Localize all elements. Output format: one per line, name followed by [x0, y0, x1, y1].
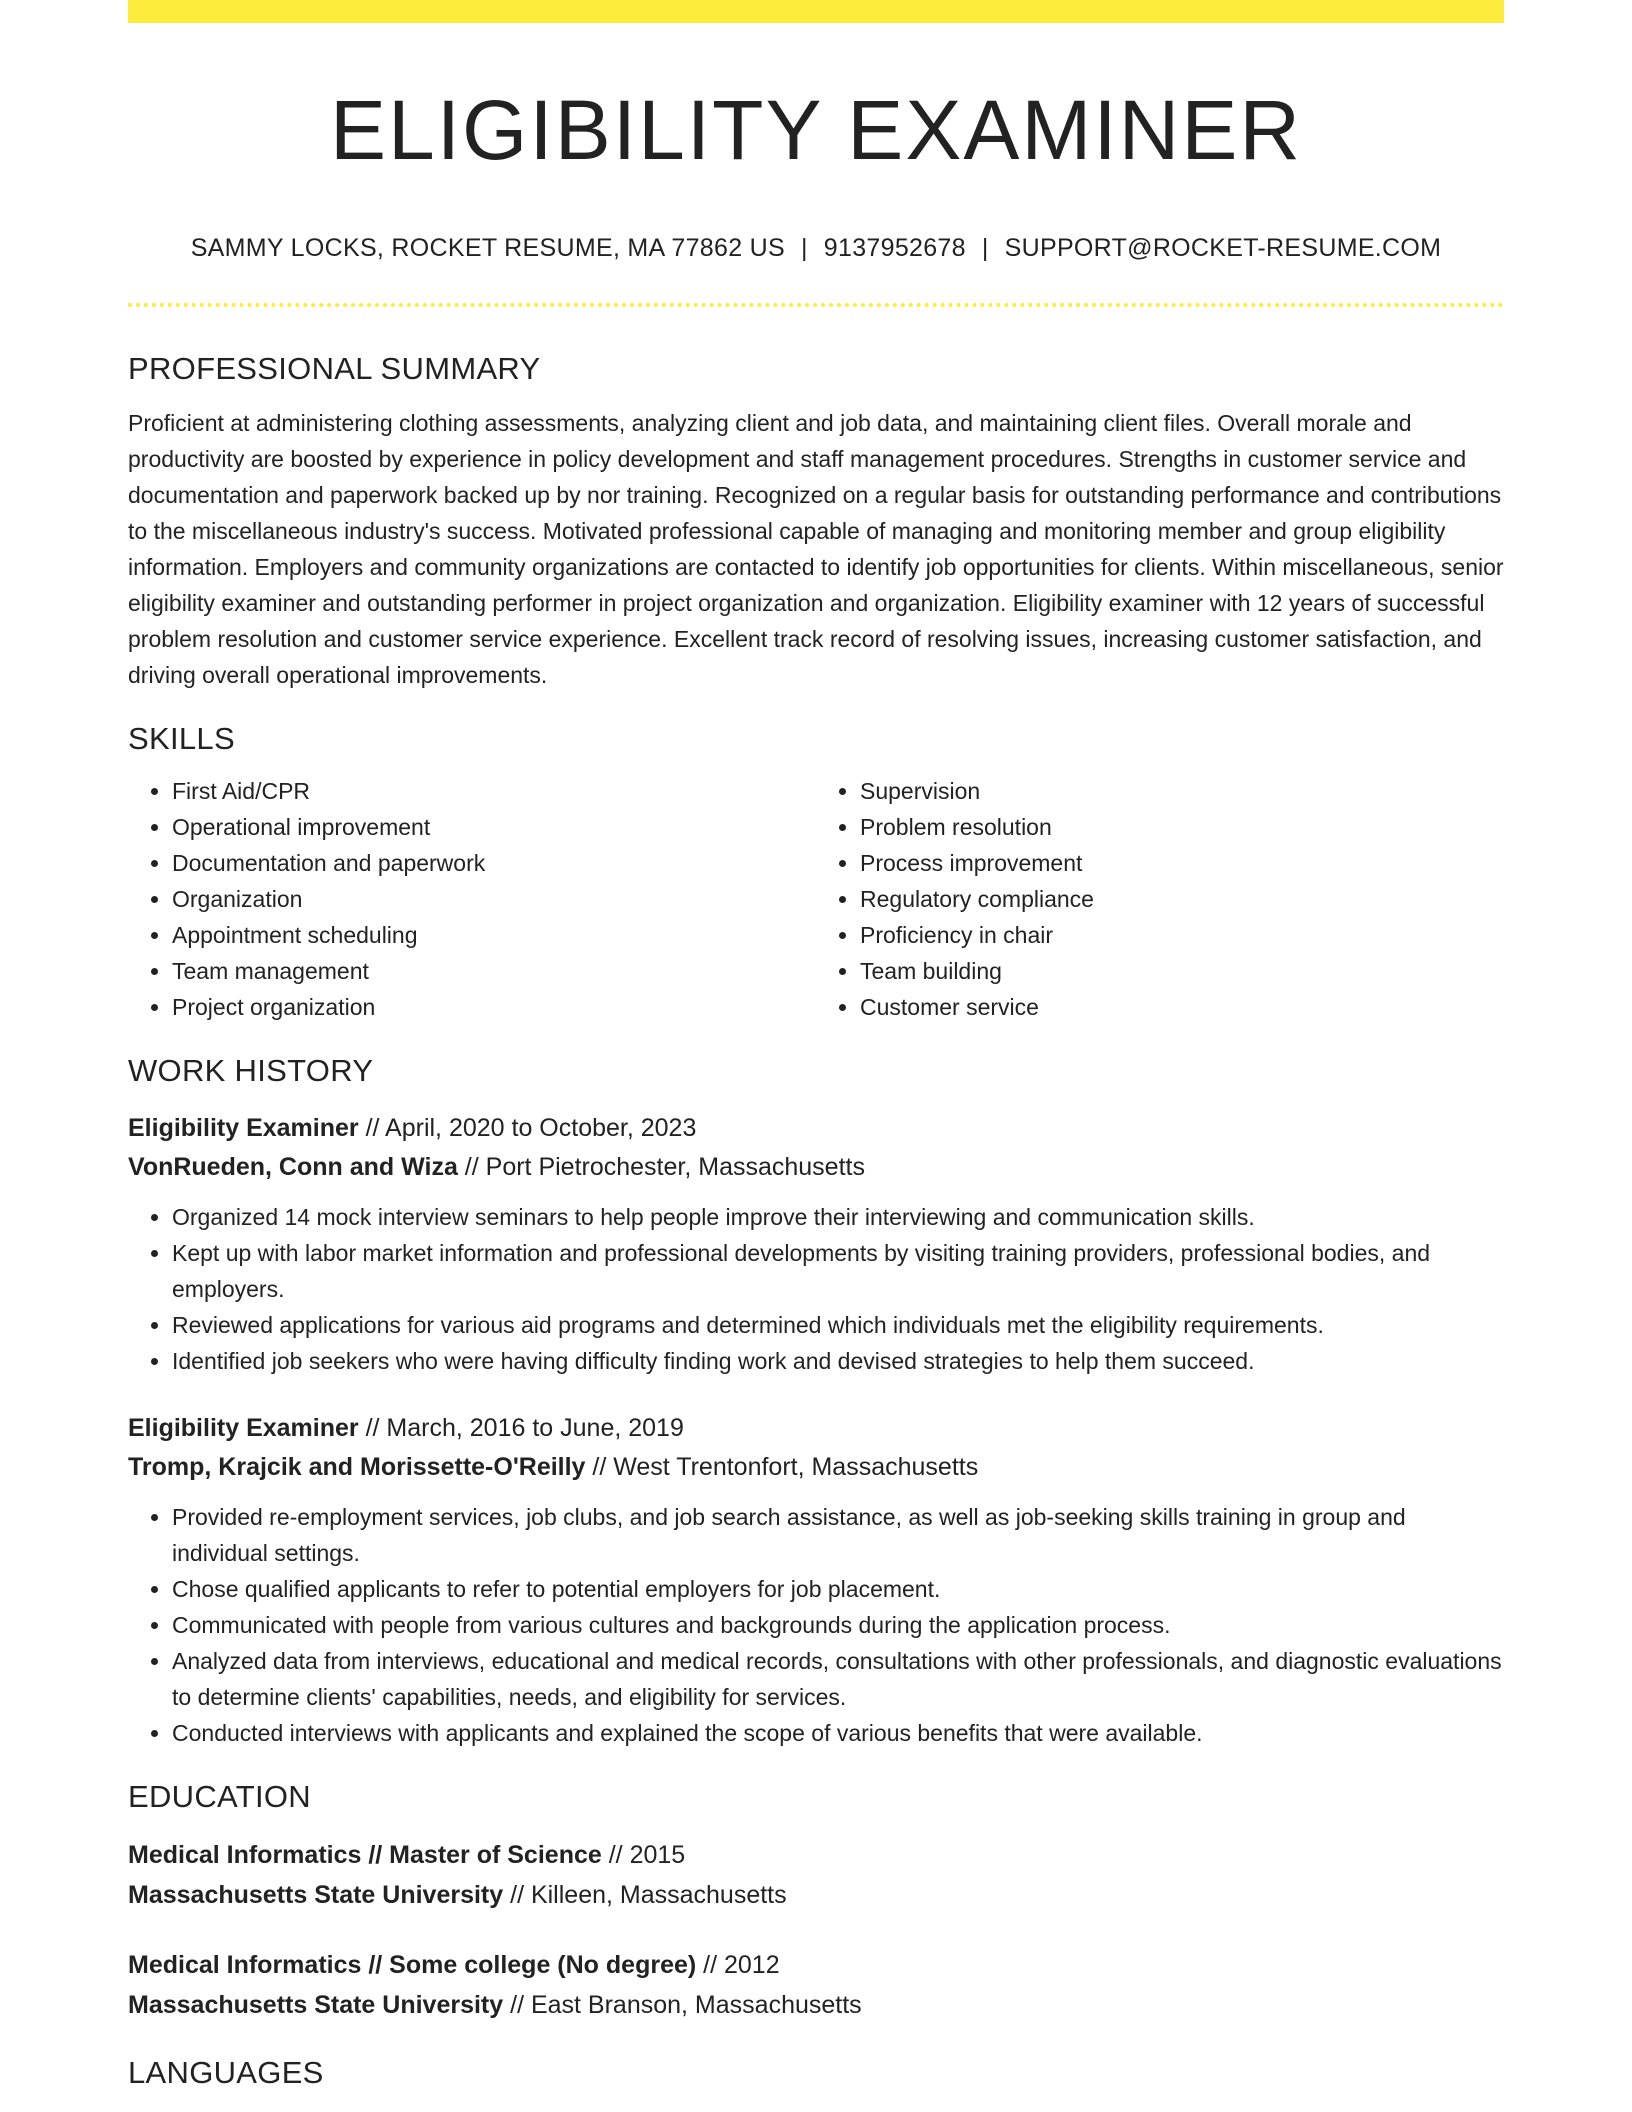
job-bullet: • Conducted interviews with applicants and explained the scope of various benefits that were available. [172, 1715, 1504, 1751]
education-school-line [128, 1985, 1504, 2025]
education-school-line [128, 1875, 1504, 1915]
job-bullet: • Communicated with people from various cultures and backgrounds during the application process. [172, 1607, 1504, 1643]
job-bullet: • Provided re-employment services, job clubs, and job search assistance, as well as job-seeking skills training in group and individual settings. [172, 1499, 1504, 1571]
job-bullet: • Identified job seekers who were having difficulty finding work and devised strategies to help them succeed. [172, 1343, 1504, 1379]
contact-email: SUPPORT@ROCKET-RESUME.COM [1004, 234, 1442, 262]
skill-item: • Supervision [860, 773, 1504, 809]
education-degree: Medical Informatics // Some college (No degree) [128, 1951, 697, 1979]
education-entry [128, 1835, 1504, 1915]
job-title: Eligibility Examiner [128, 1114, 359, 1142]
skill-item: • First Aid/CPR [172, 773, 816, 809]
skill-item: • Process improvement [860, 845, 1504, 881]
education-location: // Killeen, Massachusetts [503, 1881, 787, 1909]
dotted-divider [128, 303, 1504, 307]
contact-address: SAMMY LOCKS, ROCKET RESUME, MA 77862 US [190, 234, 785, 262]
resume-title: ELIGIBILITY EXAMINER [329, 83, 1303, 177]
skill-item: • Customer service [860, 989, 1504, 1025]
education-year: // 2015 [601, 1841, 686, 1869]
education-school: Massachusetts State University [128, 1881, 504, 1909]
contact-separator: | [981, 234, 989, 262]
job-company-line [128, 1448, 1504, 1487]
skill-item: • Project organization [172, 989, 816, 1025]
contact-phone: 9137952678 [823, 234, 966, 262]
contact-separator: | [801, 234, 808, 262]
skill-item: • Regulatory compliance [860, 881, 1504, 917]
job-location: // West Trentonfort, Massachusetts [585, 1453, 979, 1481]
job-entry [128, 1409, 1504, 1751]
job-company-line [128, 1148, 1504, 1187]
skill-item: • Appointment scheduling [172, 917, 816, 953]
contact-line [128, 233, 1504, 263]
skill-item: • Team management [172, 953, 816, 989]
education-degree-line [128, 1945, 1504, 1985]
job-bullets [128, 1199, 1504, 1379]
job-bullets [128, 1499, 1504, 1751]
skill-item: • Operational improvement [172, 809, 816, 845]
summary-text: Proficient at administering clothing assessments, analyzing client and job data, and maintaining client files. Overall morale and productivity are boosted by experience in policy development and staff management procedures. Strengths in customer service and documentation and paperwork backed up by nor training. Recognized on a regular basis for outstanding performance and contributions to the miscellaneous industry's success. Motivated professional capable of managing and monitoring member and group eligibility information. Employers and community organizations are contacted to identify job opportunities for clients. Within miscellaneous, senior eligibility examiner and outstanding performer in project organization and organization. Eligibility examiner with 12 years of successful problem resolution and customer service experience. Excellent track record of resolving issues, increasing customer satisfaction, and driving overall operational improvements. [128, 410, 1504, 688]
skills-right-list [816, 773, 1504, 1025]
education-degree: Medical Informatics // Master of Science [128, 1841, 602, 1869]
skill-item: • Organization [172, 881, 816, 917]
skills-heading: SKILLS [128, 721, 235, 756]
work-history-heading: WORK HISTORY [128, 1053, 374, 1088]
job-title-line [128, 1409, 1504, 1448]
job-bullet: • Organized 14 mock interview seminars to help people improve their interviewing and communication skills. [172, 1199, 1504, 1235]
job-dates: // March, 2016 to June, 2019 [358, 1414, 684, 1442]
job-bullet: • Analyzed data from interviews, educational and medical records, consultations with other professionals, and diagnostic evaluations to determine clients' capabilities, needs, and eligibility for services. [172, 1643, 1504, 1715]
job-bullet: • Kept up with labor market information and professional developments by visiting training providers, professional bodies, and employers. [172, 1235, 1504, 1307]
education-heading: EDUCATION [128, 1779, 311, 1814]
summary-heading: PROFESSIONAL SUMMARY [128, 351, 541, 386]
job-title: Eligibility Examiner [128, 1414, 359, 1442]
job-location: // Port Pietrochester, Massachusetts [457, 1153, 865, 1181]
job-bullet: • Reviewed applications for various aid programs and determined which individuals met the eligibility requirements. [172, 1307, 1504, 1343]
job-company: Tromp, Krajcik and Morissette-O'Reilly [128, 1453, 586, 1481]
education-entry [128, 1945, 1504, 2025]
job-entry [128, 1109, 1504, 1379]
skills-columns [128, 773, 1504, 1025]
job-company: VonRueden, Conn and Wiza [128, 1153, 458, 1181]
job-dates: // April, 2020 to October, 2023 [358, 1114, 697, 1142]
education-degree-line [128, 1835, 1504, 1875]
skills-left-list [128, 773, 816, 1025]
languages-heading: LANGUAGES [128, 2055, 324, 2090]
education-school: Massachusetts State University [128, 1991, 504, 2019]
resume-page [128, 0, 1504, 2093]
job-bullet: • Chose qualified applicants to refer to potential employers for job placement. [172, 1571, 1504, 1607]
education-location: // East Branson, Massachusetts [503, 1991, 862, 2019]
skill-item: • Problem resolution [860, 809, 1504, 845]
education-year: // 2012 [696, 1951, 780, 1979]
skill-item: • Documentation and paperwork [172, 845, 816, 881]
job-title-line [128, 1109, 1504, 1148]
skill-item: • Proficiency in chair [860, 917, 1504, 953]
skill-item: • Team building [860, 953, 1504, 989]
